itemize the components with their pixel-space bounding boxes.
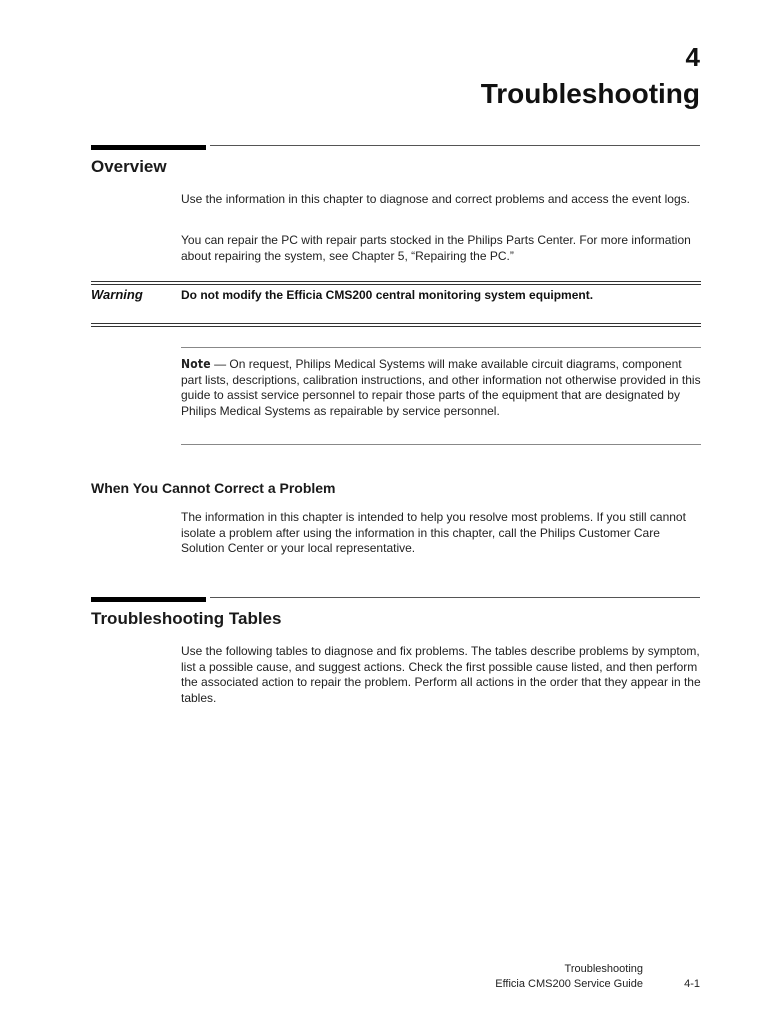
footer-section-title: Troubleshooting xyxy=(564,963,643,975)
warning-text: Do not modify the Efficia CMS200 central monitoring system equipment. xyxy=(181,288,594,302)
cannot-correct-heading: When You Cannot Correct a Problem xyxy=(91,480,336,496)
overview-paragraph-1: Use the information in this chapter to diagnose and correct problems and access the event logs. xyxy=(181,192,690,206)
note-label: Note xyxy=(181,357,211,371)
footer-guide-title: Efficia CMS200 Service Guide xyxy=(495,978,643,990)
footer-page-number: 4-1 xyxy=(684,978,700,990)
overview-heading: Overview xyxy=(91,157,167,176)
warning-rule-bottom-1 xyxy=(91,323,701,324)
tables-paragraph: Use the following tables to diagnose and fix problems. The tables describe problems by symptom, list a possible cause, and suggest actions. Check the first possible cause listed, and then perform the associated action to repair the problem. Perform all actions in the order that they appear in the tables. xyxy=(181,644,701,705)
warning-rule-top-2 xyxy=(91,284,701,285)
note-rule-top xyxy=(181,347,701,348)
chapter-number: 4 xyxy=(685,42,700,72)
warning-rule-bottom-2 xyxy=(91,326,701,327)
section-rule-thin xyxy=(210,597,700,598)
section-rule-thick xyxy=(91,597,206,602)
section-rule-thin xyxy=(210,145,700,146)
chapter-title: Troubleshooting xyxy=(480,78,700,109)
note-rule-bottom xyxy=(181,444,701,445)
warning-label: Warning xyxy=(91,287,143,302)
cannot-correct-paragraph: The information in this chapter is intended to help you resolve most problems. If you still cannot isolate a problem after using the information in this chapter, call the Philips Customer Care Solution Center or your local representative. xyxy=(181,510,686,555)
tables-heading: Troubleshooting Tables xyxy=(91,609,282,628)
section-rule-thick xyxy=(91,145,206,150)
note-text: — On request, Philips Medical Systems will make available circuit diagrams, component part lists, descriptions, calibration instructions, and other information not otherwise provided in this guide to assist service personnel to repair those parts of the equipment that are designated by Philips Medical Systems as repairable by service personnel. xyxy=(181,357,701,418)
note-paragraph xyxy=(181,357,701,419)
warning-rule-top-1 xyxy=(91,281,701,282)
overview-paragraph-2: You can repair the PC with repair parts stocked in the Philips Parts Center. For more information about repairing the system, see Chapter 5, “Repairing the PC.” xyxy=(181,233,691,263)
